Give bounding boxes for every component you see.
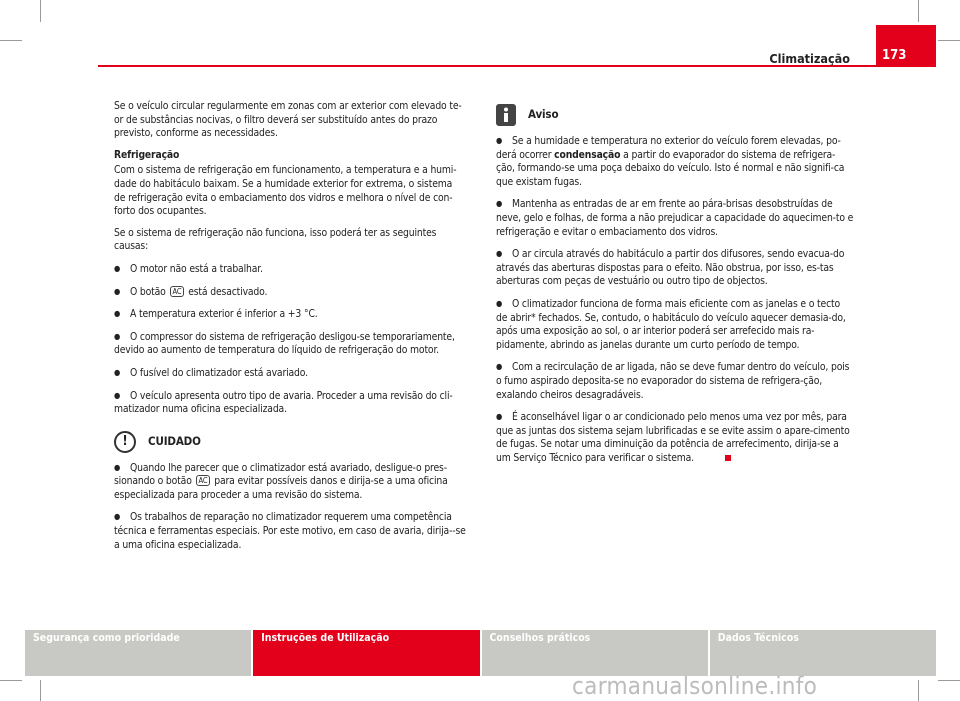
crop-mark	[0, 40, 22, 41]
crop-mark	[918, 0, 919, 22]
caution-label: CUIDADO	[148, 433, 201, 448]
watermark: carmanualsonline.info	[572, 672, 818, 700]
page-number: 173	[882, 48, 907, 63]
list-item: ● Se a humidade e temperatura no exterior do veículo forem elevadas, po-derá ocorrer condensação a partir do evaporador do sistema de refrigera-ção, formando-se uma poça debaixo do veículo. Isto é normal e não signifi-ca que existam fugas.	[496, 135, 845, 188]
right-column	[496, 104, 854, 473]
tab-instrucoes[interactable]: Instruções de Utilização	[253, 630, 479, 676]
tab-dados-tecnicos[interactable]: Dados Técnicos	[710, 630, 936, 676]
paragraph-causas: Se o sistema de refrigeração não funciona, isso poderá ter as seguintes causas:	[114, 226, 437, 253]
list-item: ● Mantenha as entradas de ar em frente ao pára-brisas desobstruídas de neve, gelo e folhas, de forma a não prejudicar a capacidade do aquecimen-to e refrigeração e evitar o embaciamento dos vidros.	[496, 198, 854, 238]
ac-key-icon: AC	[196, 475, 211, 486]
info-icon	[496, 104, 516, 126]
tab-conselhos[interactable]: Conselhos práticos	[482, 630, 708, 676]
list-item: ● É aconselhável ligar o ar condicionado pelo menos uma vez por mês, para que as juntas dos sistema sejam lubrificadas e se evite assim o apare-cimento de fugas. Se notar uma diminuição da potência de arrefecimento, dirija-se a um Serviço Técnico para verificar o sistema.	[496, 411, 850, 464]
list-item: ● A temperatura exterior é inferior a +3 °C.	[114, 308, 318, 321]
crop-mark	[938, 40, 960, 41]
list-item: ● O climatizador funciona de forma mais eficiente com as janelas e o tecto de abrir* fechados. Se, contudo, o habitáculo do veículo aquecer demasia-do, após uma exposição ao sol, o ar interior poderá ser arrefecido mais ra-pidamente, abrindo as janelas durante um curto período de tempo.	[496, 297, 846, 351]
intro-paragraph: Se o veículo circular regularmente em zonas com ar exterior com elevado te-or de substâncias nocivas, o filtro deverá ser substituído antes do prazo previsto, conforme as necessidades.	[114, 100, 462, 140]
crop-mark	[0, 680, 22, 681]
caution-header	[114, 431, 466, 453]
list-item: ● O compressor do sistema de refrigeração desligou-se temporariamente, devido ao aumento de temperatura do líquido de refrigeração do motor.	[114, 330, 455, 357]
heading-refrigeracao: Refrigeração	[114, 148, 180, 161]
notice-label: Aviso	[528, 107, 559, 122]
list-item: ● O fusível do climatizador está avariado.	[114, 366, 308, 379]
caution-exclamation-icon: !	[114, 431, 136, 453]
ac-key-icon: AC	[170, 286, 185, 297]
list-item: ● Quando lhe parecer que o climatizador está avariado, desligue-o pres-sionando o botão AC para evitar possíveis danos e dirija-se a uma oficina especializada para proceder a uma revisão do sistema.	[114, 461, 448, 501]
list-item: ● O veículo apresenta outro tipo de avaria. Proceder a uma revisão do cli-matizador numa oficina especializada.	[114, 389, 453, 416]
list-item: ● O ar circula através do habitáculo a partir dos difusores, sendo evacua-do através das aberturas dispostas para o efeito. Não obstrua, por isso, es-tas aberturas com peças de vestuário ou outro tipo de objectos.	[496, 248, 845, 288]
list-item: ● O motor não está a trabalhar.	[114, 262, 263, 275]
crop-mark	[40, 680, 41, 701]
list-item: ● O botão AC está desactivado.	[114, 285, 268, 298]
crop-mark	[918, 680, 919, 701]
crop-mark	[40, 0, 41, 22]
crop-mark	[938, 680, 960, 681]
list-item: ● Com a recirculação de ar ligada, não se deve fumar dentro do veículo, pois o fumo aspirado deposita-se no evaporador do sistema de refrigera-ção, exalando cheiros desagradáveis.	[496, 361, 850, 401]
left-column	[114, 100, 466, 560]
tab-seguranca[interactable]: Segurança como prioridade	[25, 630, 251, 676]
notice-header	[496, 104, 854, 126]
paragraph-refrigeracao: Com o sistema de refrigeração em funcionamento, a temperatura e a humi-dade do habitáculo baixam. Se a humidade exterior for extrema, o sistema de refrigeração evita o embaciamento dos vidros e melhora o nível de con-forto dos ocupantes.	[114, 164, 457, 218]
section-end-icon	[725, 455, 731, 461]
section-title: Climatização	[769, 51, 850, 66]
footer-tabs	[25, 630, 936, 676]
page-number-box	[876, 25, 936, 67]
list-item: ● Os trabalhos de reparação no climatizador requerem uma competência técnica e ferramentas especiais. Por este motivo, em caso de avaria, dirija--se a uma oficina especializada.	[114, 511, 466, 551]
